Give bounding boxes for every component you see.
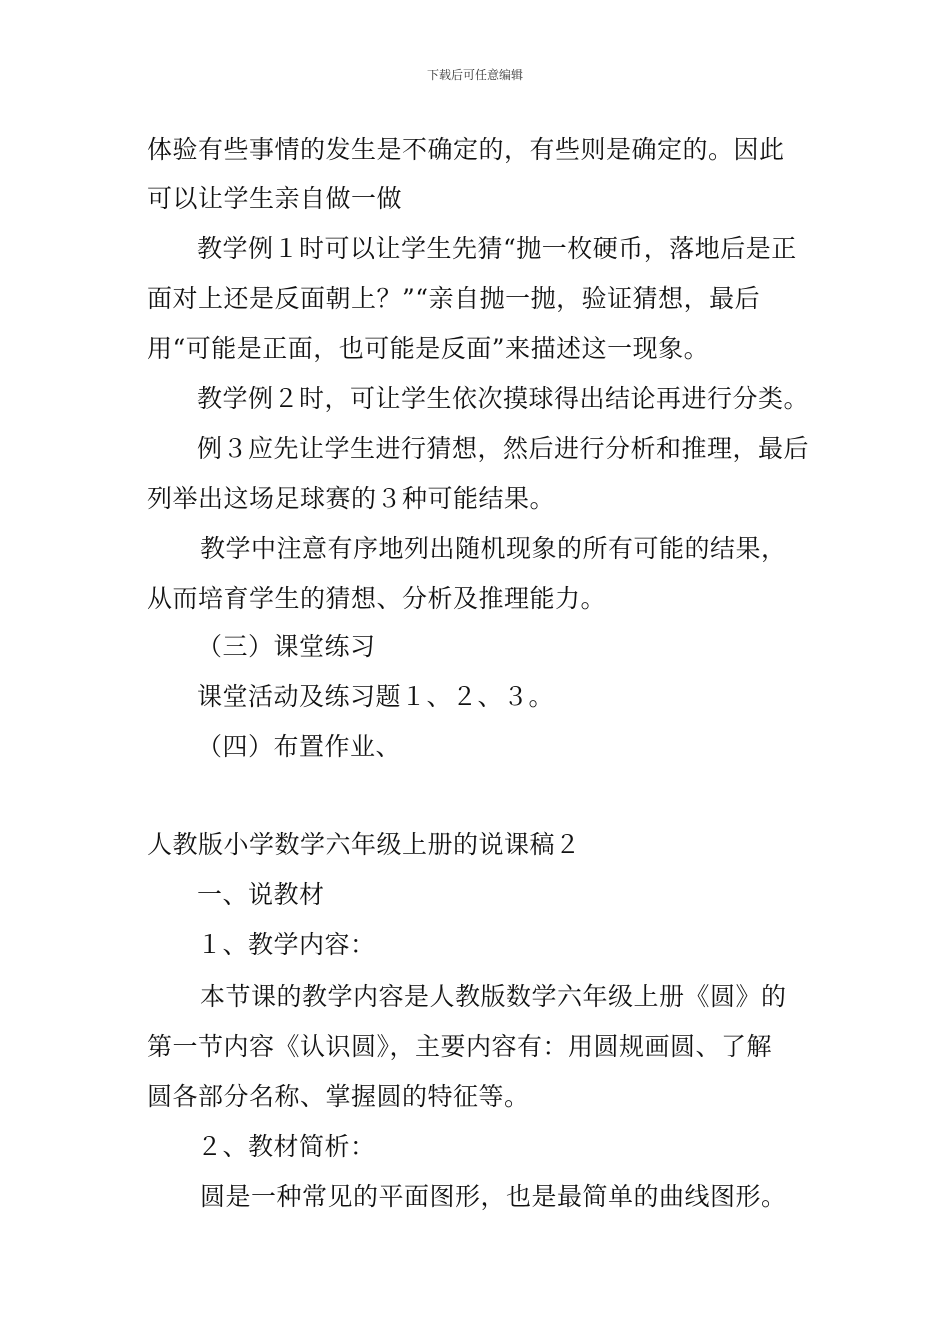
body-line-12: 课堂活动及练习题１、２、３。 <box>197 682 555 711</box>
body-line-9: 教学中注意有序地列出随机现象的所有可能的结果， <box>200 534 787 563</box>
body-line-5: 用“可能是正面，也可能是反面”来描述这一现象。 <box>147 334 710 363</box>
body-line-7: 例３应先让学生进行猜想，然后进行分析和推理，最后 <box>197 434 810 463</box>
page-header: 下载后可任意编辑 <box>426 68 523 82</box>
body-line-8: 列举出这场足球赛的３种可能结果。 <box>147 484 556 513</box>
section-heading-homework: （四）布置作业、 <box>197 732 402 761</box>
body-line-6: 教学例２时，可让学生依次摸球得出结论再进行分类。 <box>197 384 810 413</box>
section-heading-practice: （三）课堂练习 <box>197 632 376 661</box>
section-heading-textbook: 一、说教材 <box>197 880 325 909</box>
body-line-17: 本节课的教学内容是人教版数学六年级上册《圆》的 <box>200 982 787 1011</box>
body-line-18: 第一节内容《认识圆》，主要内容有：用圆规画圆、了解 <box>147 1032 773 1061</box>
body-line-1: 体验有些事情的发生是不确定的，有些则是确定的。因此 <box>147 135 785 164</box>
body-line-21: 圆是一种常见的平面图形，也是最简单的曲线图形。 <box>200 1182 787 1211</box>
body-line-19: 圆各部分名称、掌握圆的特征等。 <box>147 1082 530 1111</box>
body-line-10: 从而培育学生的猜想、分析及推理能力。 <box>147 584 607 613</box>
subheading-textbook-analysis: ２、教材简析： <box>197 1132 376 1161</box>
body-line-2: 可以让学生亲自做一做 <box>147 184 403 213</box>
body-line-4: 面对上还是反面朝上？”“亲自抛一抛，验证猜想，最后 <box>147 284 761 313</box>
document-title: 人教版小学数学六年级上册的说课稿２ <box>147 830 581 859</box>
subheading-teaching-content: １、教学内容： <box>197 930 376 959</box>
body-line-3: 教学例１时可以让学生先猜“抛一枚硬币，落地后是正 <box>197 234 797 263</box>
